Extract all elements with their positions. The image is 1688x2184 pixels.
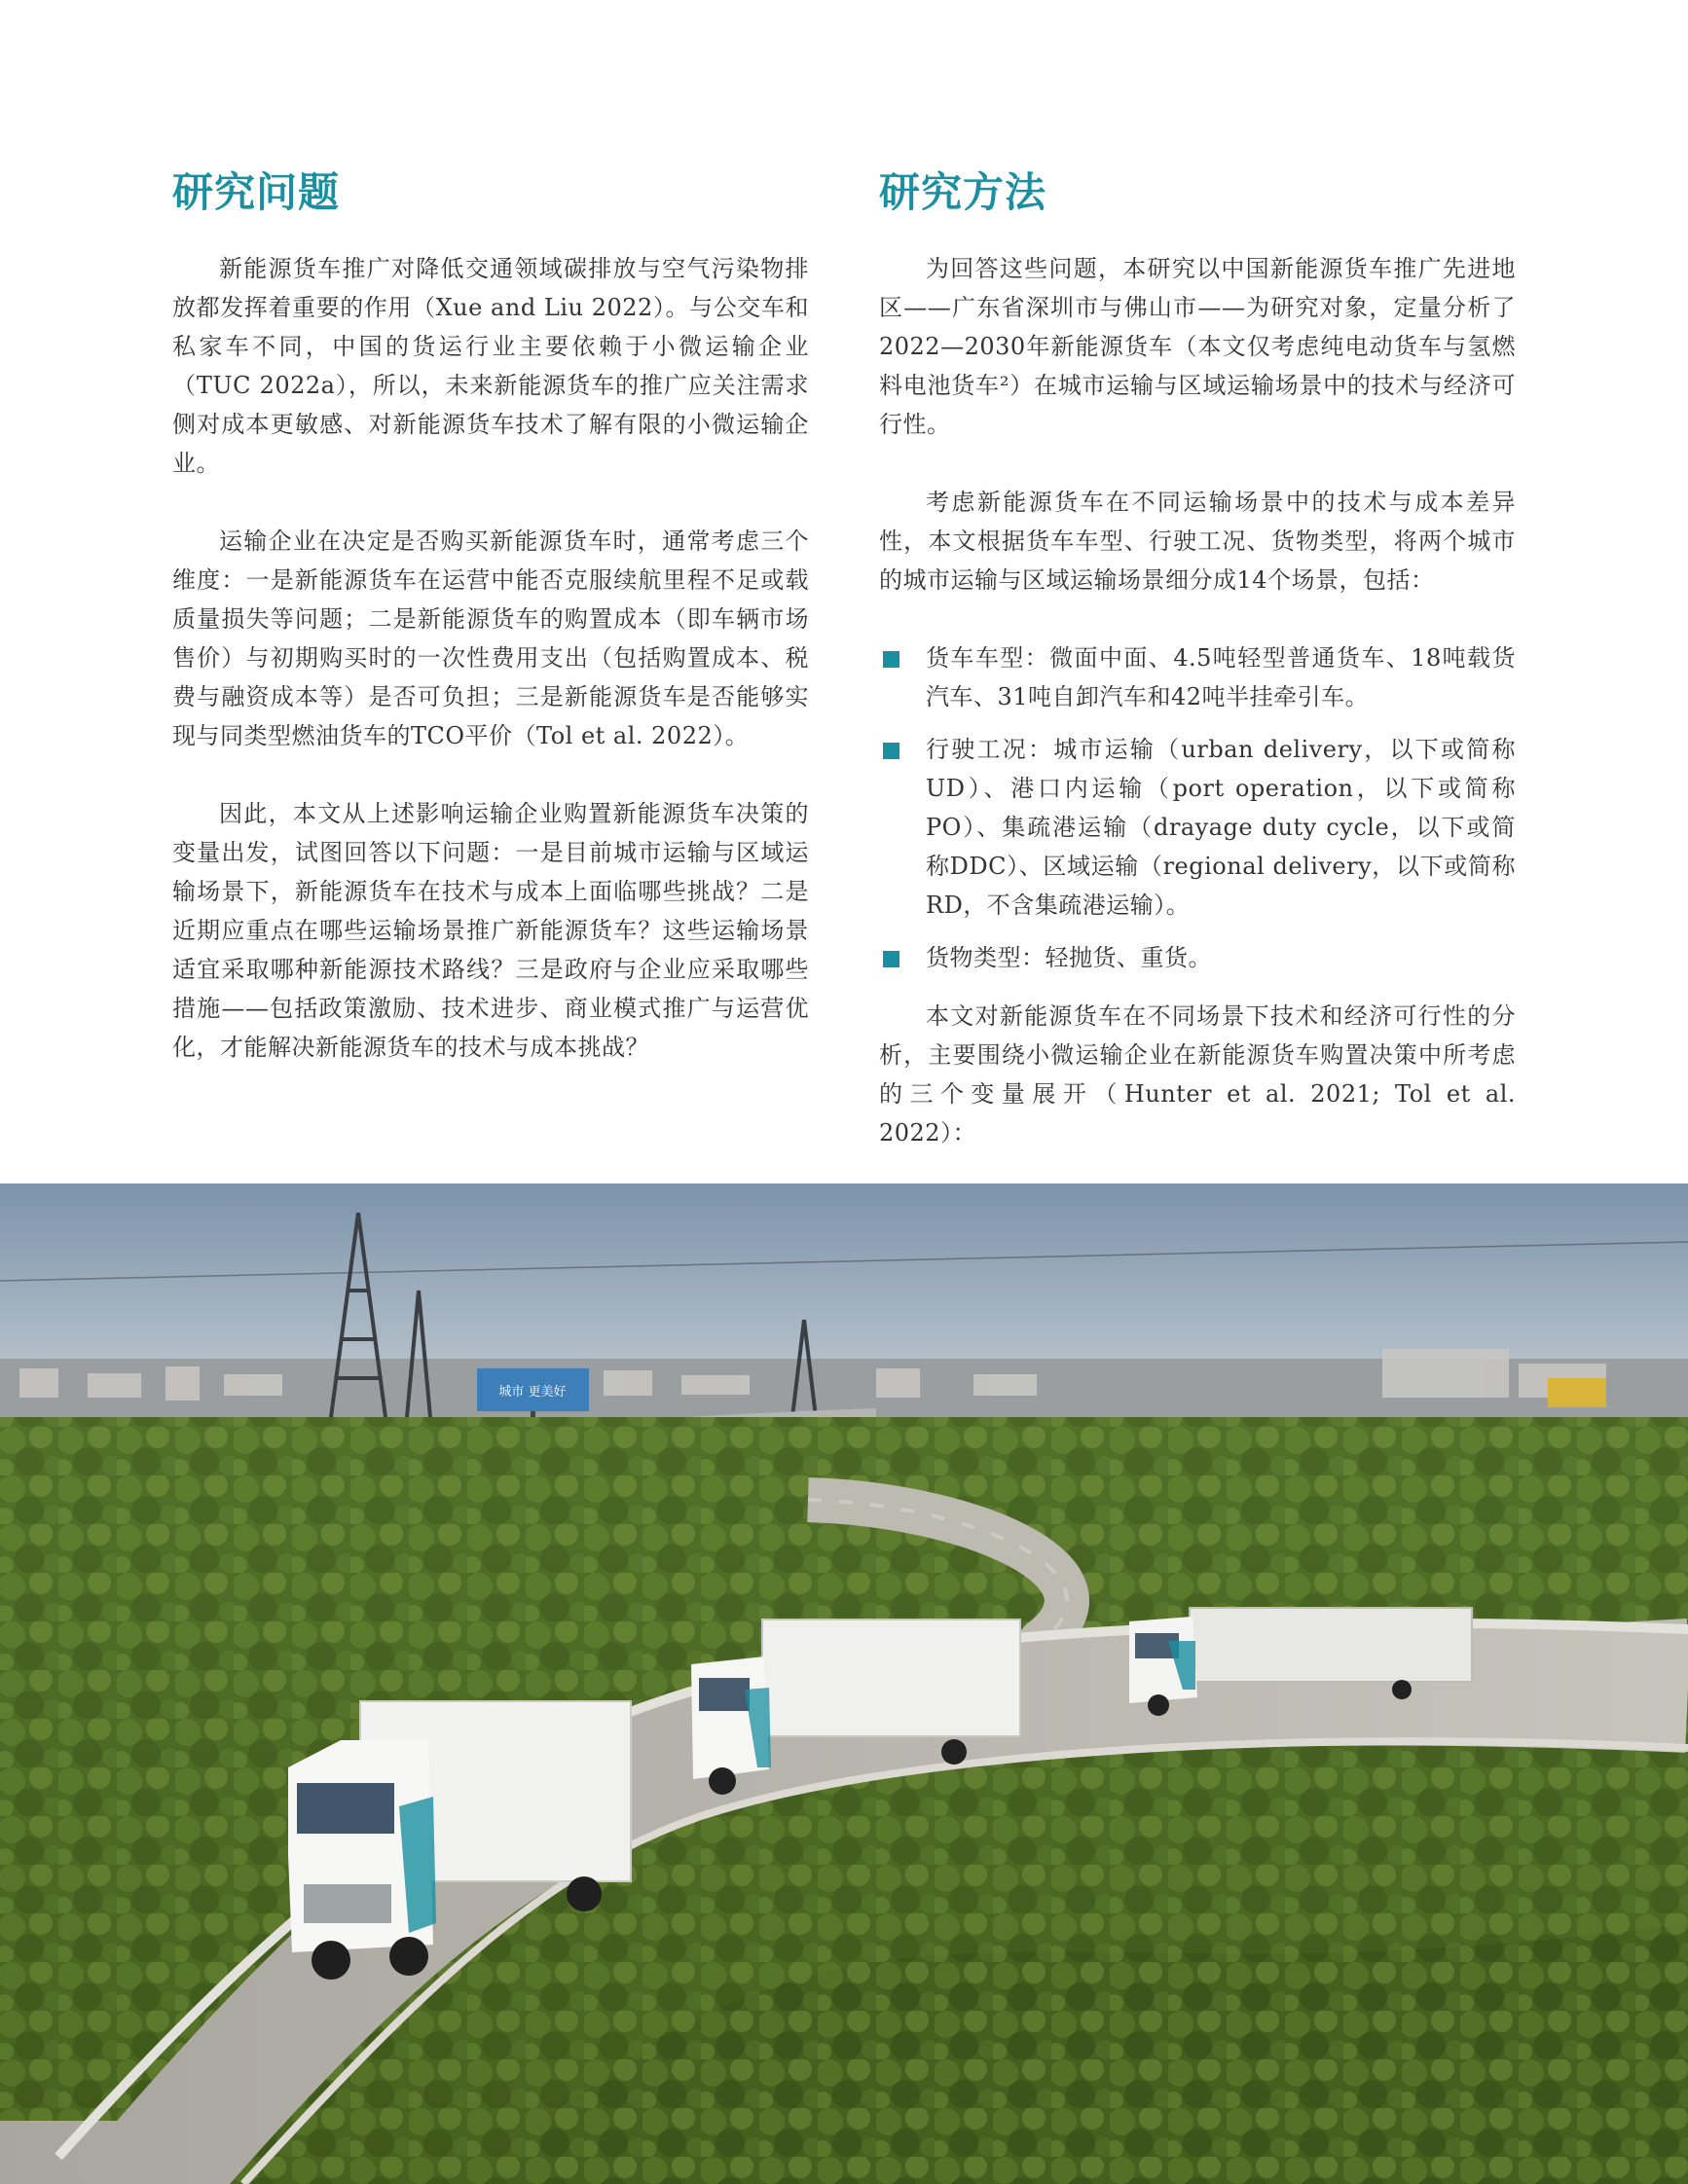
- photo-illustration: [0, 1183, 1688, 2184]
- research-methods-paragraph-1: 为回答这些问题，本研究以中国新能源货车推广先进地区——广东省深圳市与佛山市——为研究对象，定量分析了2022—2030年新能源货车（本文仅考虑纯电动货车与氢燃料电池货车²）在城市运输与区域运输场景中的技术与经济可行性。: [879, 255, 1516, 438]
- research-methods-closing-paragraph: 本文对新能源货车在不同场景下技术和经济可行性的分析，主要围绕小微运输企业在新能源货车购置决策中所考虑的三个变量展开（Hunter et al. 2021; Tol et al. 2022）：: [879, 1002, 1516, 1147]
- research-questions-paragraph-3: 因此，本文从上述影响运输企业购置新能源货车决策的变量出发，试图回答以下问题：一是目前城市运输与区域运输场景下，新能源货车在技术与成本上面临哪些挑战？二是近期应重点在哪些运输场景推广新能源货车？这些运输场景适宜采取哪种新能源技术路线？三是政府与企业应采取哪些措施——包括政策激励、技术进步、商业模式推广与运营优化，才能解决新能源货车的技术与成本挑战？: [172, 800, 809, 1061]
- bullet-text: 货车车型：微面中面、4.5吨轻型普通货车、18吨载货汽车、31吨自卸汽车和42吨半挂牵引车。: [926, 644, 1516, 710]
- research-questions-paragraph-2: 运输企业在决定是否购买新能源货车时，通常考虑三个维度：一是新能源货车在运营中能否克服续航里程不足或载质量损失等问题；二是新能源货车的购置成本（即车辆市场售价）与初期购买时的一次性费用支出（包括购置成本、税费与融资成本等）是否可负担；三是新能源货车是否能够实现与同类型燃油货车的TCO平价（Tol et al. 2022）。: [172, 528, 809, 749]
- bullet-truck-types: [879, 638, 1516, 716]
- square-bullet-icon: [883, 743, 899, 759]
- research-methods-section: [879, 164, 1516, 1191]
- research-questions-section: [172, 164, 809, 1106]
- scenario-bullet-list: [879, 638, 1516, 977]
- research-methods-paragraph-2: 考虑新能源货车在不同运输场景中的技术与成本差异性，本文根据货车车型、行驶工况、货物类型，将两个城市的城市运输与区域运输场景细分成14个场景，包括：: [879, 489, 1516, 594]
- bullet-driving-conditions: [879, 730, 1516, 925]
- bullet-cargo-types: [879, 938, 1516, 977]
- research-questions-paragraph-1: 新能源货车推广对降低交通领域碳排放与空气污染物排放都发挥着重要的作用（Xue and Liu 2022）。与公交车和私家车不同，中国的货运行业主要依赖于小微运输企业（TUC 2022a），所以，未来新能源货车的推广应关注需求侧对成本更敏感、对新能源货车技术了解有限的小微运输企业。: [172, 255, 809, 477]
- bullet-text: 行驶工况：城市运输（urban delivery，以下或简称UD）、港口内运输（port operation，以下或简称PO）、集疏港运输（drayage duty cycle，以下或简称DDC）、区域运输（regional delivery，以下或简称RD，不含集疏港运输）。: [926, 736, 1516, 919]
- trucks-on-highway-photo: [0, 1183, 1688, 2184]
- yellow-crane: [1548, 1378, 1606, 1407]
- research-methods-title: 研究方法: [879, 168, 1047, 216]
- research-questions-title: 研究问题: [172, 168, 341, 216]
- svg-text:城市 更美好: 城市 更美好: [498, 1385, 567, 1400]
- square-bullet-icon: [883, 951, 899, 967]
- bullet-text: 货物类型：轻抛货、重货。: [926, 944, 1212, 971]
- square-bullet-icon: [883, 651, 899, 668]
